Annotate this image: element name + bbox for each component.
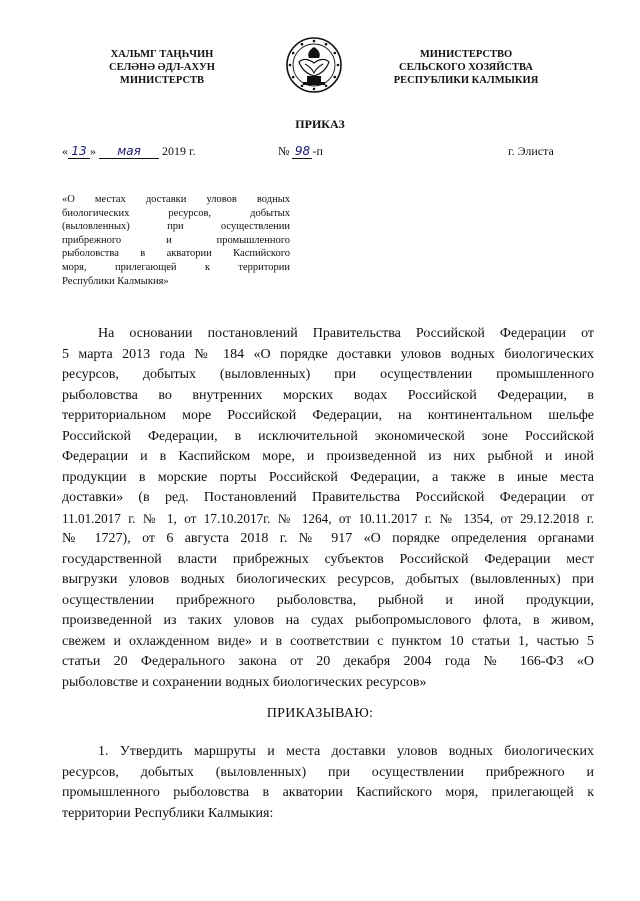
preamble-line: произведенной из таких уловов на судах рыбопромыслового флота, в живом, [62, 613, 594, 628]
preamble-line: 5 марта 2013 года № 184 «О порядке доставки уловов водных биологических [62, 346, 594, 362]
preamble-line: рыболовства во внутренних морских водах Российской Федерации, в [62, 387, 594, 403]
date-month-handwritten: мая [99, 144, 159, 159]
date-day-handwritten: 13 [68, 144, 90, 159]
header-right-line: РЕСПУБЛИКИ КАЛМЫКИЯ [393, 75, 539, 86]
date-quote-close: » [90, 144, 96, 158]
subject-line: Республики Калмыкия» [62, 275, 169, 287]
item-line: ресурсов, добытых (выловленных) при осуществлении прибрежного и [62, 764, 594, 780]
subject-line: «О местах доставки уловов водных [62, 194, 290, 205]
preamble-line: 11.01.2017 г. № 1, от 17.10.2017г. № 1264, от 10.11.2017 г. № 1354, от 29.12.2018 г. [62, 510, 594, 526]
item-line: территории Республики Калмыкия: [62, 805, 274, 821]
preamble-line: свежем и охлажденном виде» и в соответствии с пунктом 10 статьи 1, частью 5 [62, 633, 594, 649]
document-type-title: ПРИКАЗ [295, 117, 345, 131]
preamble-line: статьи 20 Федерального закона от 20 декабря 2004 года № 166-ФЗ «О [62, 654, 594, 669]
subject-line: моря, прилегающей к территории [62, 261, 290, 273]
preamble-line: доставки» (в ред. Постановлений Правительства Российской Федерации от [62, 490, 594, 505]
subject-line: прибрежного и промышленного [62, 234, 290, 246]
preamble-line: ресурсов, добытых (выловленных) при осуществлении промышленного [62, 367, 594, 382]
header-right-line: МИНИСТЕРСТВО [419, 49, 513, 60]
coat-of-arms-emblem-icon [285, 36, 343, 94]
preamble-line: продукции в морские порты Российской Федерации, а также в иные места [62, 469, 594, 485]
preamble-line: На основании постановлений Правительства Российской Федерации от [98, 326, 594, 341]
preamble-line: рыболовстве и сохранении водных биологических ресурсов» [62, 674, 427, 690]
subject-line: (выловленных) при осуществлении [62, 221, 290, 233]
subject-line: биологических ресурсов, добытых [62, 207, 290, 219]
preamble-line: № 1727), от 6 августа 2018 г. № 917 «О порядке определения органами [62, 531, 594, 546]
subject-line: рыболовства в акватории Каспийского [62, 248, 290, 260]
header-left-line: МИНИСТЕРСТВ [119, 75, 205, 86]
order-subject [62, 193, 290, 288]
header-left-kalmyk [52, 48, 272, 87]
header-left-line: СЕЛӘНӘ ӘДЛ-АХУН [109, 62, 215, 73]
order-date [62, 144, 196, 159]
number-sign: № [278, 144, 290, 158]
date-year: 2019 г. [162, 144, 196, 158]
orders-heading: ПРИКАЗЫВАЮ: [266, 706, 374, 721]
preamble-paragraph [62, 324, 594, 693]
order-city: г. Элиста [508, 144, 554, 158]
date-quote-open: « [62, 144, 68, 158]
header-right-line: СЕЛЬСКОГО ХОЗЯЙСТВА [399, 62, 533, 73]
header-left-line: ХАЛЬМГ ТАҢҺЧИН [110, 49, 214, 60]
order-number [278, 144, 323, 159]
preamble-line: территориальном море Российской Федерации, на континентальном шельфе [62, 408, 594, 423]
preamble-line: выгрузки уловов водных биологических ресурсов, добытых (выловленных) при [62, 572, 594, 587]
order-item-1 [62, 742, 594, 824]
item-line: 1. Утвердить маршруты и места доставки уловов водных биологических [98, 744, 594, 759]
preamble-line: Федерации и в Каспийском море, и произведенной из них рыбной и иной [62, 449, 594, 464]
number-handwritten: 98 [292, 144, 312, 159]
number-suffix: -п [312, 144, 323, 158]
preamble-line: государственной власти прибрежных субъектов Российской Федерации мест [62, 551, 594, 567]
preamble-line: осуществлении прибрежного рыболовства, рыбной и иной продукции, [62, 592, 594, 608]
preamble-line: Российской Федерации, в исключительной экономической зоне Российской [62, 428, 594, 444]
header-right-russian [356, 48, 576, 87]
item-line: промышленного рыболовства в акватории Каспийского моря, прилегающей к [62, 785, 594, 800]
